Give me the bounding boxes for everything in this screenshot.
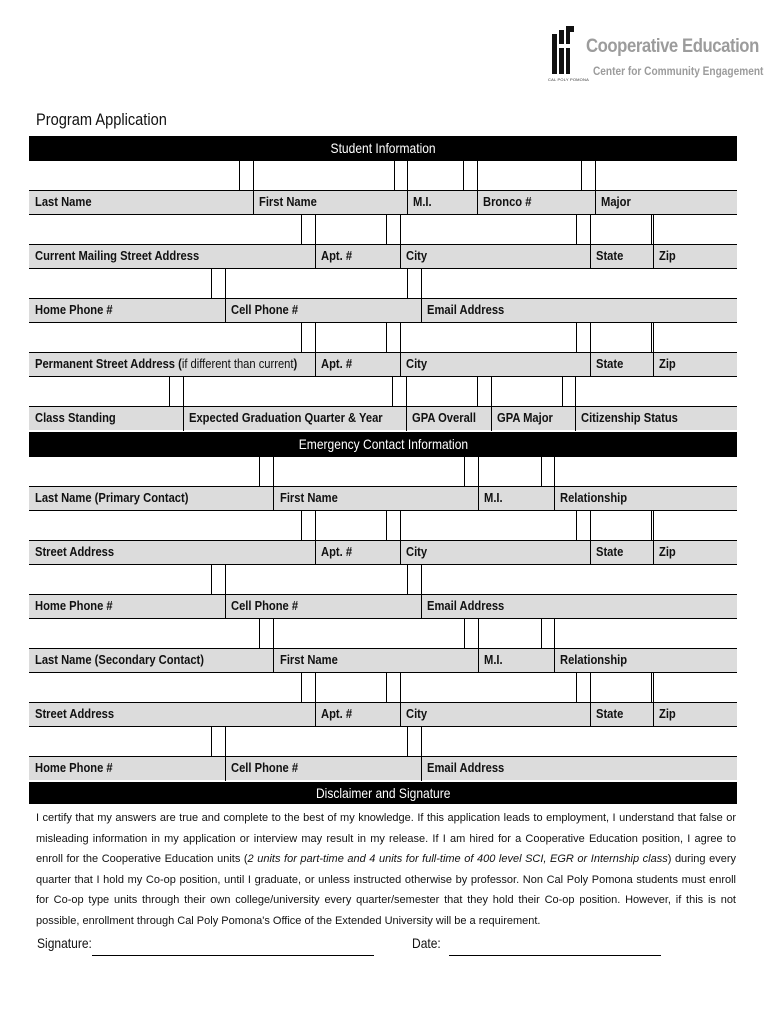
label-secondary-email: Email Address bbox=[427, 760, 505, 775]
permanent-street-input[interactable] bbox=[29, 323, 301, 352]
home-phone-input[interactable] bbox=[29, 269, 211, 298]
label-mailing-street: Current Mailing Street Address bbox=[35, 248, 200, 263]
primary-last-name-input[interactable] bbox=[29, 457, 259, 486]
student-row1-labels bbox=[29, 190, 737, 214]
label-apt: Apt. # bbox=[321, 248, 353, 263]
label-last-name: Last Name bbox=[35, 194, 92, 209]
student-row2-inputs bbox=[29, 214, 737, 244]
emergency-row3-labels bbox=[29, 594, 737, 618]
perm-apt-input[interactable] bbox=[316, 323, 386, 352]
secondary-relationship-input[interactable] bbox=[555, 619, 737, 648]
label-first-name: First Name bbox=[259, 194, 317, 209]
emergency-row6-inputs bbox=[29, 726, 737, 756]
secondary-state-input[interactable] bbox=[591, 673, 651, 702]
label-secondary-last-name: Last Name (Secondary Contact) bbox=[35, 652, 204, 667]
emergency-row5-labels bbox=[29, 702, 737, 726]
label-permanent-street: Permanent Street Address (if different than current) bbox=[35, 356, 298, 371]
perm-zip-input[interactable] bbox=[654, 323, 737, 352]
city-input[interactable] bbox=[401, 215, 576, 244]
section-header-emergency: Emergency Contact Information bbox=[29, 432, 737, 456]
secondary-street-input[interactable] bbox=[29, 673, 301, 702]
label-primary-email: Email Address bbox=[427, 598, 505, 613]
org-title: Cooperative Education bbox=[586, 36, 759, 57]
student-row2-labels bbox=[29, 244, 737, 268]
secondary-mi-input[interactable] bbox=[479, 619, 541, 648]
primary-mi-input[interactable] bbox=[479, 457, 541, 486]
label-mi: M.I. bbox=[413, 194, 432, 209]
perm-city-input[interactable] bbox=[401, 323, 576, 352]
primary-home-phone-input[interactable] bbox=[29, 565, 211, 594]
disclaimer-italic: 2 units for part-time and 4 units for full-time of 400 level SCI, EGR or Internship class bbox=[247, 853, 668, 866]
section-header-disclaimer: Disclaimer and Signature bbox=[29, 782, 737, 804]
label-cell-phone: Cell Phone # bbox=[231, 302, 299, 317]
logo bbox=[548, 24, 764, 84]
primary-zip-input[interactable] bbox=[654, 511, 737, 540]
primary-apt-input[interactable] bbox=[316, 511, 386, 540]
apt-input[interactable] bbox=[316, 215, 386, 244]
label-email: Email Address bbox=[427, 302, 505, 317]
secondary-city-input[interactable] bbox=[401, 673, 576, 702]
label-city: City bbox=[406, 248, 428, 263]
secondary-apt-input[interactable] bbox=[316, 673, 386, 702]
last-name-input[interactable] bbox=[29, 161, 239, 190]
label-graduation: Expected Graduation Quarter & Year bbox=[189, 410, 383, 425]
major-input[interactable] bbox=[596, 161, 737, 190]
student-row3-inputs bbox=[29, 268, 737, 298]
label-class-standing: Class Standing bbox=[35, 410, 116, 425]
date-line[interactable] bbox=[449, 955, 661, 956]
label-secondary-street: Street Address bbox=[35, 706, 115, 721]
label-primary-state: State bbox=[596, 544, 624, 559]
label-primary-zip: Zip bbox=[659, 544, 676, 559]
emergency-row6-labels bbox=[29, 756, 737, 780]
date-label: Date: bbox=[412, 935, 441, 951]
label-secondary-city: City bbox=[406, 706, 428, 721]
signature-label: Signature: bbox=[37, 935, 92, 951]
label-perm-city: City bbox=[406, 356, 428, 371]
label-primary-first-name: First Name bbox=[280, 490, 338, 505]
emergency-row5-inputs bbox=[29, 672, 737, 702]
zip-input[interactable] bbox=[654, 215, 737, 244]
gpa-major-input[interactable] bbox=[492, 377, 562, 406]
first-name-input[interactable] bbox=[254, 161, 394, 190]
label-primary-cell-phone: Cell Phone # bbox=[231, 598, 299, 613]
emergency-row2-inputs bbox=[29, 510, 737, 540]
emergency-row2-labels bbox=[29, 540, 737, 564]
label-bronco: Bronco # bbox=[483, 194, 532, 209]
label-secondary-home-phone: Home Phone # bbox=[35, 760, 113, 775]
label-citizenship: Citizenship Status bbox=[581, 410, 678, 425]
cal-poly-logo-icon bbox=[548, 24, 578, 74]
student-row4-inputs bbox=[29, 322, 737, 352]
student-row4-labels bbox=[29, 352, 737, 376]
label-permanent-note: if different than current bbox=[181, 356, 294, 371]
org-name-small: CAL POLY POMONA bbox=[548, 77, 589, 82]
primary-state-input[interactable] bbox=[591, 511, 651, 540]
state-input[interactable] bbox=[591, 215, 651, 244]
label-primary-city: City bbox=[406, 544, 428, 559]
student-row5-labels bbox=[29, 406, 737, 430]
primary-city-input[interactable] bbox=[401, 511, 576, 540]
label-zip: Zip bbox=[659, 248, 676, 263]
emergency-row3-inputs bbox=[29, 564, 737, 594]
primary-first-name-input[interactable] bbox=[274, 457, 464, 486]
section-header-student: Student Information bbox=[29, 136, 737, 160]
label-secondary-cell-phone: Cell Phone # bbox=[231, 760, 299, 775]
gpa-overall-input[interactable] bbox=[407, 377, 477, 406]
disclaimer-text: I certify that my answers are true and complete to the best of my knowledge. If this application leads to employment, I understand that false or misleading information in my application or interview may result in my release. If I am hired for a Cooperative Education position, I agree to enroll for the Cooperative Education units (2 units for part-time and 4 units for full-time of 400 level SCI, EGR or Internship class) during every quarter that I hold my Co-op position, until I graduate, or unless instructed otherwise by professor. Non Cal Poly Pomona students must enroll for Co-op type units through their own college/university every quarter/semester that they hold their Co-op position. However, if this is not possible, enrollment through Cal Poly Pomona's Office of the Extended University will be a requirement. bbox=[36, 812, 736, 927]
secondary-zip-input[interactable] bbox=[654, 673, 737, 702]
label-secondary-first-name: First Name bbox=[280, 652, 338, 667]
citizenship-input[interactable] bbox=[576, 377, 737, 406]
org-subtitle: Center for Community Engagement bbox=[593, 66, 764, 78]
emergency-row1-inputs bbox=[29, 456, 737, 486]
label-primary-mi: M.I. bbox=[484, 490, 503, 505]
label-major: Major bbox=[601, 194, 631, 209]
primary-street-input[interactable] bbox=[29, 511, 301, 540]
label-perm-zip: Zip bbox=[659, 356, 676, 371]
page-title: Program Application bbox=[36, 110, 167, 129]
cell-phone-input[interactable] bbox=[226, 269, 407, 298]
student-row3-labels bbox=[29, 298, 737, 322]
mailing-street-input[interactable] bbox=[29, 215, 301, 244]
label-secondary-relationship: Relationship bbox=[560, 652, 628, 667]
label-secondary-mi: M.I. bbox=[484, 652, 503, 667]
secondary-last-name-input[interactable] bbox=[29, 619, 259, 648]
primary-cell-phone-input[interactable] bbox=[226, 565, 407, 594]
secondary-home-phone-input[interactable] bbox=[29, 727, 211, 756]
signature-line[interactable] bbox=[92, 955, 374, 956]
secondary-cell-phone-input[interactable] bbox=[226, 727, 407, 756]
label-home-phone: Home Phone # bbox=[35, 302, 113, 317]
label-gpa-major: GPA Major bbox=[497, 410, 553, 425]
primary-relationship-input[interactable] bbox=[555, 457, 737, 486]
class-standing-input[interactable] bbox=[29, 377, 169, 406]
label-state: State bbox=[596, 248, 624, 263]
secondary-email-input[interactable] bbox=[422, 727, 737, 756]
label-secondary-zip: Zip bbox=[659, 706, 676, 721]
label-primary-last-name: Last Name (Primary Contact) bbox=[35, 490, 189, 505]
secondary-first-name-input[interactable] bbox=[274, 619, 464, 648]
label-primary-relationship: Relationship bbox=[560, 490, 628, 505]
email-input[interactable] bbox=[422, 269, 737, 298]
label-secondary-apt: Apt. # bbox=[321, 706, 353, 721]
emergency-row1-labels bbox=[29, 486, 737, 510]
student-row5-inputs bbox=[29, 376, 737, 406]
label-primary-apt: Apt. # bbox=[321, 544, 353, 559]
label-primary-home-phone: Home Phone # bbox=[35, 598, 113, 613]
emergency-row4-labels bbox=[29, 648, 737, 672]
bronco-input[interactable] bbox=[478, 161, 581, 190]
emergency-row4-inputs bbox=[29, 618, 737, 648]
primary-email-input[interactable] bbox=[422, 565, 737, 594]
graduation-input[interactable] bbox=[184, 377, 392, 406]
label-perm-state: State bbox=[596, 356, 624, 371]
mi-input[interactable] bbox=[408, 161, 463, 190]
label-perm-apt: Apt. # bbox=[321, 356, 353, 371]
perm-state-input[interactable] bbox=[591, 323, 651, 352]
label-primary-street: Street Address bbox=[35, 544, 115, 559]
student-row1-inputs bbox=[29, 160, 737, 190]
label-secondary-state: State bbox=[596, 706, 624, 721]
label-gpa-overall: GPA Overall bbox=[412, 410, 477, 425]
